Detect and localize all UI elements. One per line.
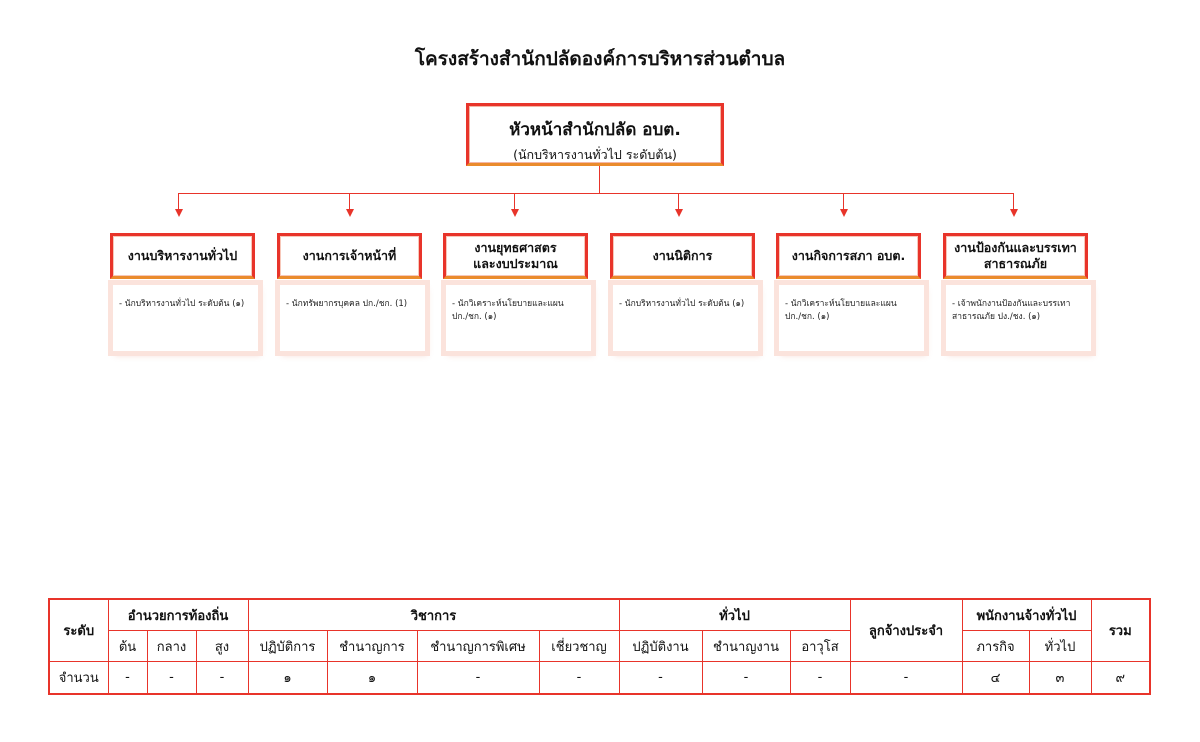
count-cell: - (790, 662, 850, 695)
subheader-cell: ชำนาญงาน (702, 631, 790, 662)
staff-box (446, 285, 591, 351)
unit-label: งานกิจการสภา อบต. (791, 248, 906, 264)
staff-text: - เจ้าพนักงานป้องกันและบรรเทา สาธารณภัย ปง./ชง. (๑) (952, 299, 1071, 323)
header-level: ระดับ (49, 599, 108, 662)
arrow-down-icon (1010, 209, 1018, 217)
arrow-down-icon (346, 209, 354, 217)
arrow-down-icon (511, 209, 519, 217)
staffing-summary-table (48, 598, 1151, 695)
count-cell: - (196, 662, 248, 695)
subheader-cell: เชี่ยวชาญ (539, 631, 619, 662)
subheader-cell: ต้น (108, 631, 147, 662)
staff-text: - นักวิเคราะห์นโยบายและแผน ปก./ชก. (๑) (785, 299, 897, 323)
unit-label: งานบริหารงานทั่วไป (127, 248, 238, 264)
connector-drop (1013, 193, 1014, 210)
staff-text: - นักบริหารงานทั่วไป ระดับต้น (๑) (619, 299, 745, 309)
subheader-cell: ภารกิจ (962, 631, 1029, 662)
count-cell: - (619, 662, 702, 695)
header-permanent-employee: ลูกจ้างประจำ (850, 599, 962, 662)
unit-box-disaster-prevention (943, 233, 1088, 279)
arrow-down-icon (840, 209, 848, 217)
subheader-cell: สูง (196, 631, 248, 662)
count-cell: ๑ (327, 662, 417, 695)
count-cell: - (417, 662, 539, 695)
subheader-cell: ทั่วไป (1029, 631, 1091, 662)
header-local-admin: อำนวยการท้องถิ่น (108, 599, 248, 631)
count-cell: - (147, 662, 196, 695)
subheader-cell: ปฏิบัติงาน (619, 631, 702, 662)
header-general-employee: พนักงานจ้างทั่วไป (962, 599, 1091, 631)
head-subtitle: (นักบริหารงานทั่วไป ระดับต้น) (513, 147, 677, 162)
header-academic: วิชาการ (248, 599, 619, 631)
unit-label: งานยุทธศาสตร และงบประมาณ (473, 240, 558, 271)
unit-label: งานป้องกันและบรรเทา สาธารณภัย (954, 240, 1077, 271)
subheader-cell: ปฏิบัติการ (248, 631, 327, 662)
row-label-count: จำนวน (49, 662, 108, 695)
connector-vertical-main (599, 166, 600, 194)
count-cell: ๑ (248, 662, 327, 695)
connector-drop (514, 193, 515, 210)
subheader-cell: ชำนาญการพิเศษ (417, 631, 539, 662)
count-cell: ๔ (962, 662, 1029, 695)
header-total: รวม (1091, 599, 1150, 662)
unit-box-strategy-budget (443, 233, 588, 279)
connector-drop (678, 193, 679, 210)
arrow-down-icon (175, 209, 183, 217)
header-general: ทั่วไป (619, 599, 850, 631)
unit-label: งานนิติการ (652, 248, 713, 264)
page-title: โครงสร้างสำนักปลัดองค์การบริหารส่วนตำบล (414, 48, 786, 70)
count-cell: ๓ (1029, 662, 1091, 695)
staff-box (779, 285, 924, 351)
count-cell: - (850, 662, 962, 695)
staff-box (280, 285, 425, 351)
unit-box-legal (610, 233, 755, 279)
connector-drop (349, 193, 350, 210)
subheader-cell: ชำนาญการ (327, 631, 417, 662)
unit-box-personnel (277, 233, 422, 279)
staff-box (946, 285, 1091, 351)
subheader-cell: กลาง (147, 631, 196, 662)
staff-text: - นักวิเคราะห์นโยบายและแผน ปก./ชก. (๑) (452, 299, 564, 323)
unit-box-general-admin (110, 233, 255, 279)
connector-drop (843, 193, 844, 210)
count-cell: - (539, 662, 619, 695)
count-cell: ๙ (1091, 662, 1150, 695)
staff-text: - นักทรัพยากรบุคคล ปก./ชก. (1) (286, 299, 408, 309)
unit-box-council-affairs (776, 233, 921, 279)
connector-horizontal (178, 193, 1013, 194)
subheader-cell: อาวุโส (790, 631, 850, 662)
staff-box (113, 285, 258, 351)
head-title: หัวหน้าสำนักปลัด อบต. (509, 120, 681, 140)
head-of-office-box (466, 103, 724, 166)
count-cell: - (702, 662, 790, 695)
staff-text: - นักบริหารงานทั่วไป ระดับต้น (๑) (119, 299, 245, 309)
count-cell: - (108, 662, 147, 695)
connector-drop (178, 193, 179, 210)
arrow-down-icon (675, 209, 683, 217)
unit-label: งานการเจ้าหน้าที่ (302, 248, 397, 264)
staff-box (613, 285, 758, 351)
